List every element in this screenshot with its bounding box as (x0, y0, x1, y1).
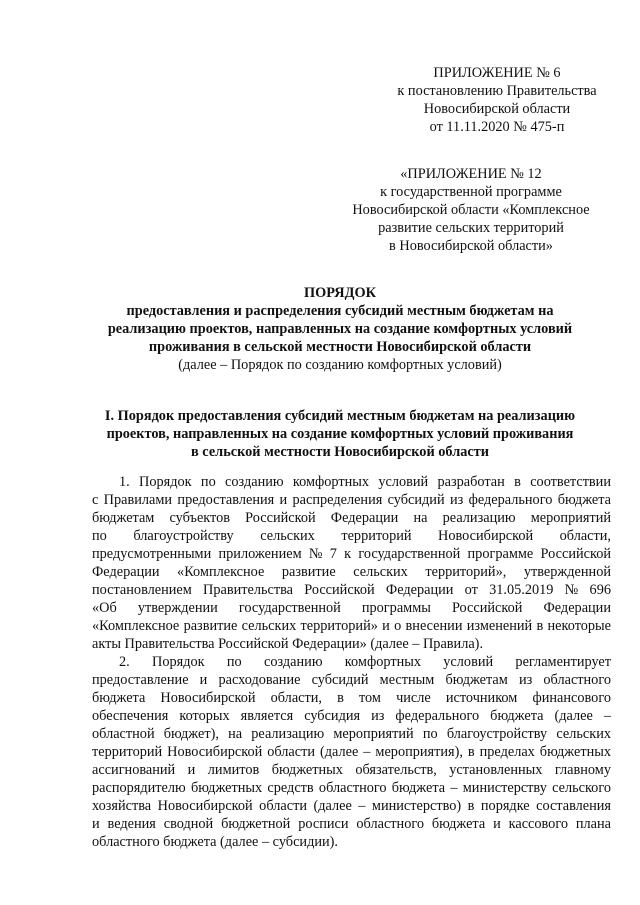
title-main: ПОРЯДОК (304, 285, 376, 301)
appendix-line-2: к постановлению Правительства (397, 83, 597, 99)
appendix-line-1: ПРИЛОЖЕНИЕ № 6 (433, 65, 561, 81)
title-line-2: реализацию проектов, направленных на создание комфортных условий (107, 321, 573, 337)
p1-line-4: по благоустройству сельских территорий Новосибирской области, (92, 528, 611, 544)
p1-line-8: «Об утверждении государственной программы Российской Федерации (92, 600, 611, 616)
p2-line-3: бюджета Новосибирской области, в том числе источником финансового (92, 690, 611, 706)
p2-line-6: территорий Новосибирской области (далее – мероприятия), в пределах бюджетных (92, 744, 611, 760)
program-appendix-line-4: развитие сельских территорий (378, 220, 564, 236)
program-appendix-line-5: в Новосибирской области» (389, 238, 553, 254)
p2-line-2: предоставление и расходование субсидий местным бюджетам из областного (92, 672, 611, 688)
p2-line-4: обеспечения которых является субсидия из федерального бюджета (далее – (92, 708, 611, 724)
title-line-4: (далее – Порядок по созданию комфортных условий) (178, 357, 502, 373)
p1-line-6: Федерации «Комплексное развитие сельских территорий», утвержденной (92, 564, 611, 580)
p1-line-3: бюджетам субъектов Российской Федерации на реализацию мероприятий (92, 510, 611, 526)
p2-line-7: ассигнований и лимитов бюджетных обязательств, установленных главному (92, 762, 611, 778)
p2-line-8: распорядителю бюджетных средств областного бюджета – министерству сельского (92, 780, 611, 796)
program-appendix-line-2: к государственной программе (380, 184, 562, 200)
section-line-3: в сельской местности Новосибирской области (191, 444, 489, 460)
title-line-1: предоставления и распределения субсидий местным бюджетам на (126, 303, 554, 319)
section-line-2: проектов, направленных на создание комфортных условий проживания (106, 426, 574, 442)
section-line-1: I. Порядок предоставления субсидий местным бюджетам на реализацию (104, 408, 576, 424)
program-appendix-line-3: Новосибирской области «Комплексное (352, 202, 590, 218)
p2-line-1: 2. Порядок по созданию комфортных условий регламентирует (119, 654, 611, 670)
p1-line-10: акты Правительства Российской Федерации» (далее – Правила). (92, 636, 484, 652)
program-appendix-line-1: «ПРИЛОЖЕНИЕ № 12 (400, 166, 542, 182)
p1-line-1: 1. Порядок по созданию комфортных условий разработан в соответствии (119, 474, 611, 490)
p1-line-5: предусмотренными приложением № 7 к государственной программе Российской (92, 546, 611, 562)
p2-line-9: хозяйства Новосибирской области (далее – министерство) в порядке составления (92, 798, 611, 814)
appendix-line-3: Новосибирской области (423, 101, 571, 117)
title-line-3: проживания в сельской местности Новосибирской области (148, 339, 532, 355)
p1-line-9: «Комплексное развитие сельских территорий» и о внесении изменений в некоторые (92, 618, 611, 634)
appendix-line-4: от 11.11.2020 № 475-п (429, 119, 565, 135)
p1-line-2: с Правилами предоставления и распределения субсидий из федерального бюджета (92, 492, 611, 508)
p2-line-5: областной бюджет), на реализацию мероприятий по благоустройству сельских (92, 726, 611, 742)
p2-line-11: областного бюджета (далее – субсидии). (92, 834, 338, 850)
p1-line-7: постановлением Правительства Российской Федерации от 31.05.2019 № 696 (92, 582, 611, 598)
p2-line-10: и ведения сводной бюджетной росписи областного бюджета и кассового плана (92, 816, 611, 832)
